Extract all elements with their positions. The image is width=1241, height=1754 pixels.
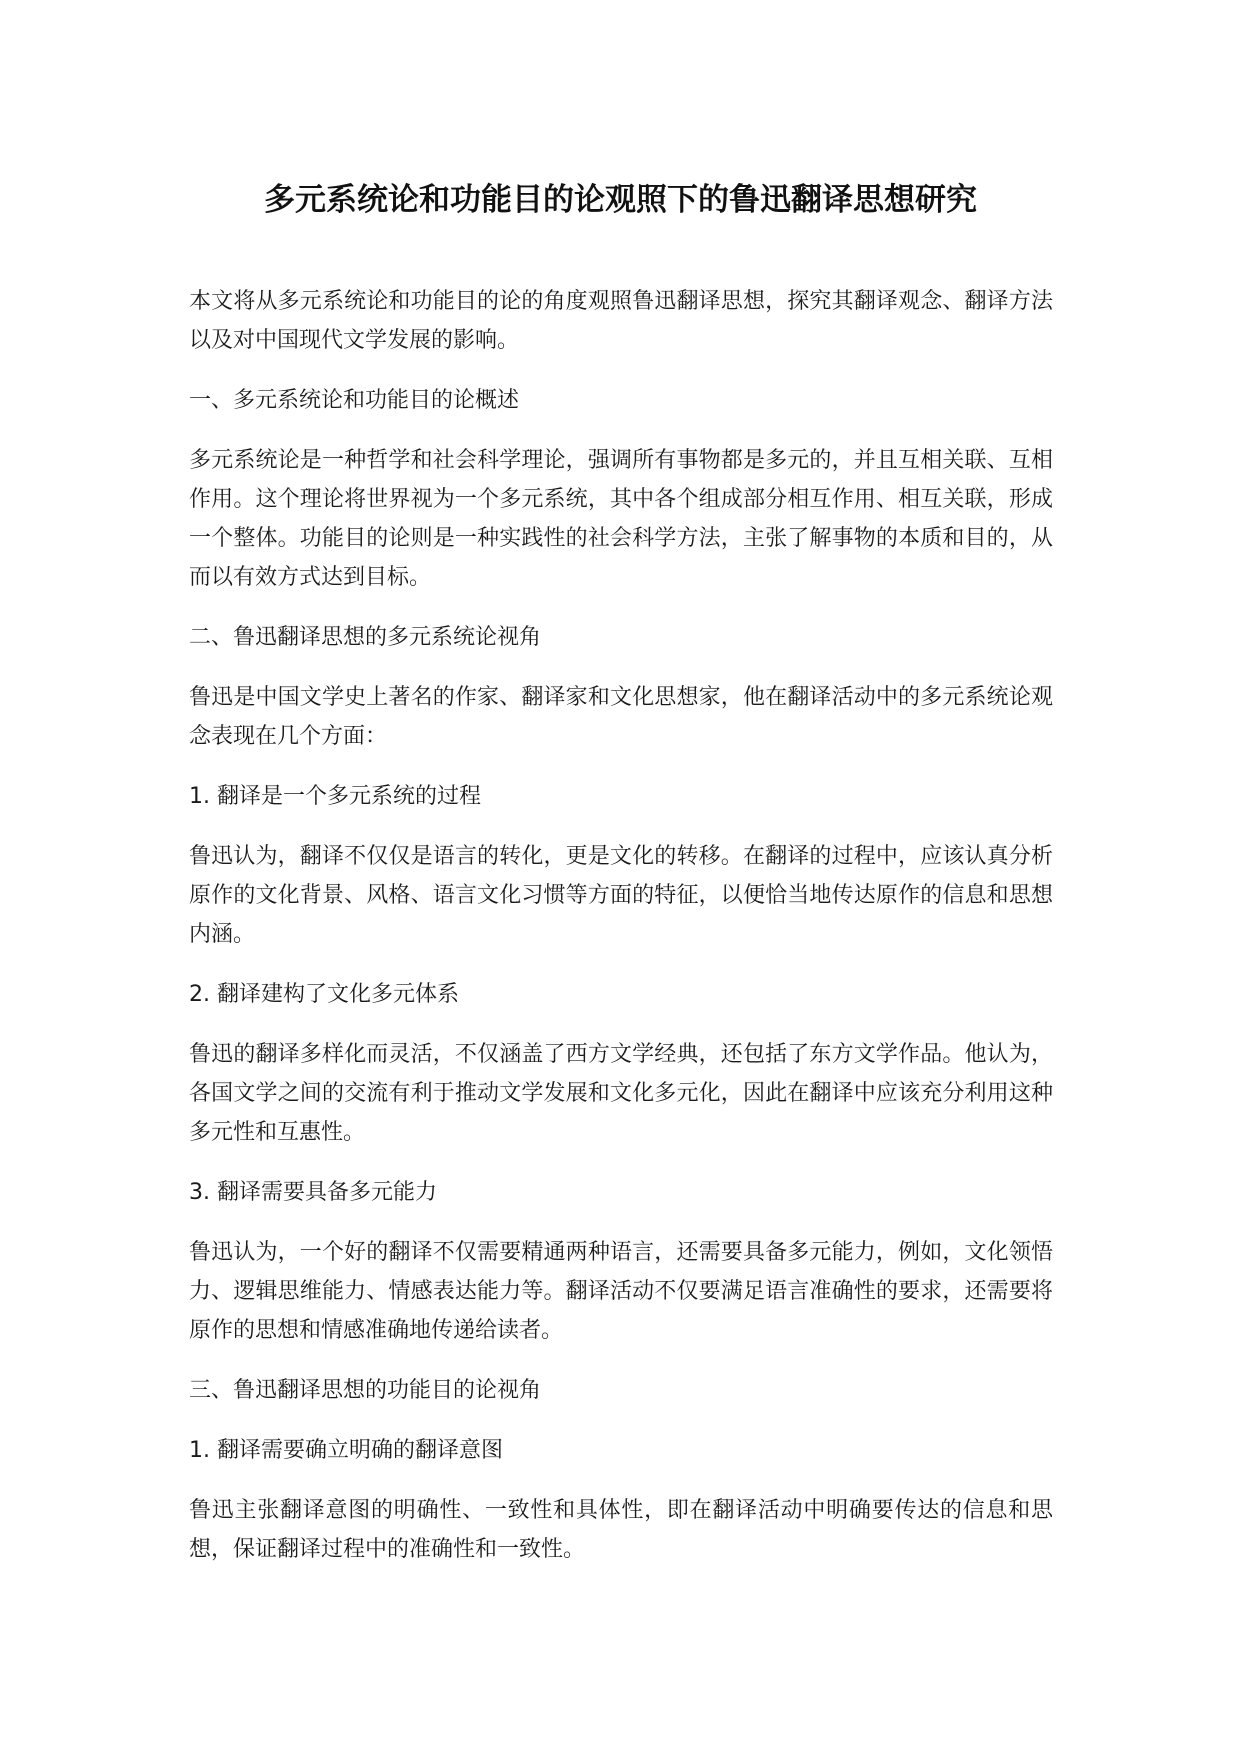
body-paragraph bbox=[189, 441, 1053, 597]
body-paragraph bbox=[189, 678, 1053, 756]
list-heading: 2. 翻译建构了文化多元体系 bbox=[189, 982, 459, 1007]
section-heading: 三、鲁迅翻译思想的功能目的论视角 bbox=[189, 1378, 542, 1403]
document-title: 多元系统论和功能目的论观照下的鲁迅翻译思想研究 bbox=[264, 182, 977, 218]
paragraph: 本文将从多元系统论和功能目的论的角度观照鲁迅翻译思想，探究其翻译观念、翻译方法以及对中国现代文学发展的影响。 bbox=[189, 289, 1053, 353]
paragraph: 鲁迅认为，一个好的翻译不仅需要精通两种语言，还需要具备多元能力，例如，文化领悟力、逻辑思维能力、情感表达能力等。翻译活动不仅要满足语言准确性的要求，还需要将原作的思想和情感准确地传递给读者。 bbox=[189, 1240, 1053, 1343]
paragraph: 鲁迅主张翻译意图的明确性、一致性和具体性，即在翻译活动中明确要传达的信息和思想，保证翻译过程中的准确性和一致性。 bbox=[189, 1498, 1053, 1562]
section-heading: 二、鲁迅翻译思想的多元系统论视角 bbox=[189, 625, 542, 650]
body-paragraph bbox=[189, 1035, 1053, 1152]
subheading bbox=[189, 975, 1053, 1014]
subheading bbox=[189, 1173, 1053, 1212]
body-paragraph bbox=[189, 1233, 1053, 1350]
intro-paragraph bbox=[189, 282, 1053, 360]
list-heading: 1. 翻译需要确立明确的翻译意图 bbox=[189, 1438, 503, 1463]
body-paragraph bbox=[189, 1491, 1053, 1569]
section-heading-1 bbox=[189, 381, 1053, 420]
list-heading: 3. 翻译需要具备多元能力 bbox=[189, 1180, 437, 1205]
subheading bbox=[189, 777, 1053, 816]
section-heading-3 bbox=[189, 1371, 1053, 1410]
paragraph: 鲁迅是中国文学史上著名的作家、翻译家和文化思想家，他在翻译活动中的多元系统论观念表现在几个方面： bbox=[189, 685, 1053, 749]
list-heading: 1. 翻译是一个多元系统的过程 bbox=[189, 784, 481, 809]
section-heading: 一、多元系统论和功能目的论概述 bbox=[189, 388, 520, 413]
paragraph: 鲁迅的翻译多样化而灵活，不仅涵盖了西方文学经典，还包括了东方文学作品。他认为，各国文学之间的交流有利于推动文学发展和文化多元化，因此在翻译中应该充分利用这种多元性和互惠性。 bbox=[189, 1042, 1053, 1145]
paragraph: 多元系统论是一种哲学和社会科学理论，强调所有事物都是多元的，并且互相关联、互相作用。这个理论将世界视为一个多元系统，其中各个组成部分相互作用、相互关联，形成一个整体。功能目的论则是一种实践性的社会科学方法，主张了解事物的本质和目的，从而以有效方式达到目标。 bbox=[189, 448, 1053, 590]
body-paragraph bbox=[189, 837, 1053, 954]
subheading bbox=[189, 1431, 1053, 1470]
section-heading-2 bbox=[189, 618, 1053, 657]
paragraph: 鲁迅认为，翻译不仅仅是语言的转化，更是文化的转移。在翻译的过程中，应该认真分析原作的文化背景、风格、语言文化习惯等方面的特征，以便恰当地传达原作的信息和思想内涵。 bbox=[189, 844, 1053, 947]
document-body bbox=[189, 282, 1053, 1590]
